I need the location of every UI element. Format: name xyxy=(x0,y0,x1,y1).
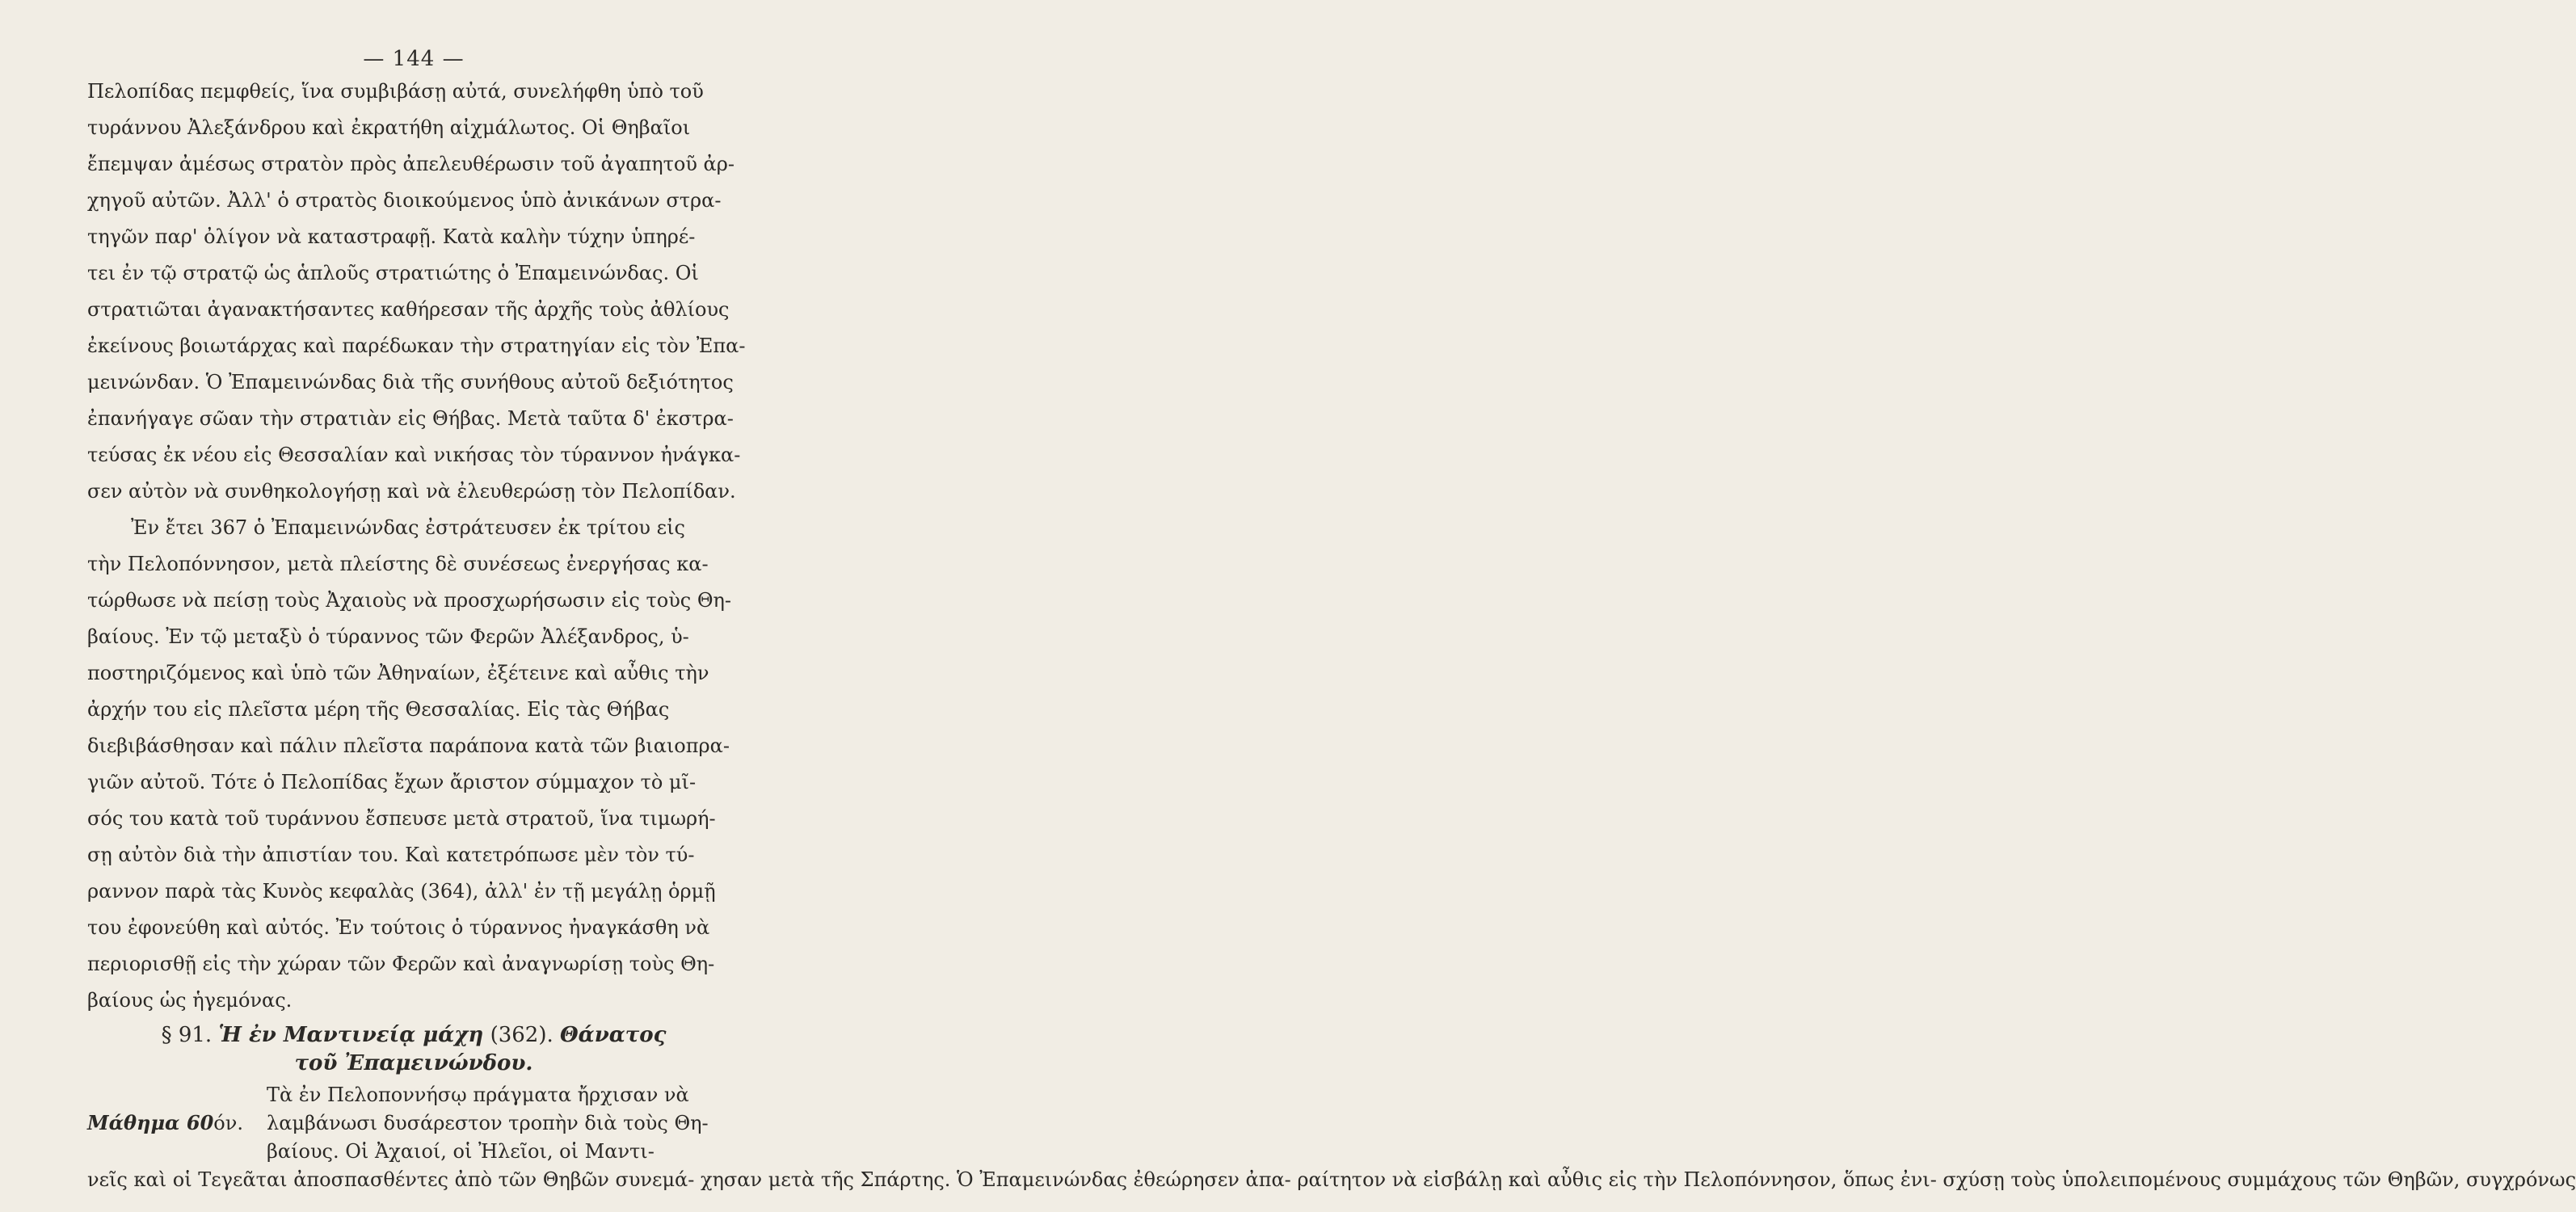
text-line: λαμβάνωσι δυσάρεστον τροπὴν διὰ τοὺς Θη- xyxy=(267,1112,709,1134)
text-line: ἐπανήγαγε σῶαν τὴν στρατιὰν εἰς Θήβας. Μετὰ ταῦτα δ' ἐκστρα- xyxy=(87,407,734,430)
lesson-label: Μάθημα 60 xyxy=(87,1111,214,1134)
text-line: του ἐφονεύθη καὶ αὐτός. Ἐν τούτοις ὁ τύραννος ἠναγκάσθη νὰ xyxy=(87,916,710,939)
text-line: τὴν Πελοπόννησον, μετὰ πλείστης δὲ συνέσεως ἐνεργήσας κα- xyxy=(87,553,709,575)
section-heading xyxy=(0,1022,827,1048)
text-line: ἔπεμψαν ἀμέσως στρατὸν πρὸς ἀπελευθέρωσιν τοῦ ἀγαπητοῦ ἀρ- xyxy=(87,153,734,175)
section-title-second: Θάνατος xyxy=(560,1023,667,1047)
text-line: Τὰ ἐν Πελοποννήσῳ πράγματα ἤρχισαν νὰ xyxy=(267,1084,689,1106)
text-line: νεῖς καὶ οἱ Τεγεᾶται ἀποσπασθέντες ἀπὸ τῶν Θηβῶν συνεμά- χησαν μετὰ τῆς Σπάρτης. Ὁ Ἐπαμεινώνδας ἐθεώρησεν ἀπα- ραίτητον νὰ εἰσβάλῃ καὶ αὖθις εἰς τὴν Πελοπόννησον, ὅπως ἐνι- σχύσῃ τοὺς ὑπολειπομένους συμμάχους τῶν Θηβῶν, συγχρόνως xyxy=(87,1168,2576,1191)
section-number: § 91. xyxy=(161,1023,213,1047)
text-line: Πελοπίδας πεμφθείς, ἵνα συμβιβάσῃ αὐτά, συνελήφθη ὑπὸ τοῦ xyxy=(87,80,704,103)
page-number: — 144 — xyxy=(363,47,465,71)
text-line: γιῶν αὐτοῦ. Τότε ὁ Πελοπίδας ἔχων ἄριστον σύμμαχον τὸ μῖ- xyxy=(87,771,697,793)
lesson-margin-note xyxy=(87,1111,243,1135)
text-line: σῃ αὐτὸν διὰ τὴν ἀπιστίαν του. Καὶ κατετρόπωσε μὲν τὸν τύ- xyxy=(87,844,695,866)
text-line: στρατιῶται ἀγανακτήσαντες καθήρεσαν τῆς ἀρχῆς τοὺς ἀθλίους xyxy=(87,298,730,321)
text-line: βαίους. Οἱ Ἀχαιοί, οἱ Ἠλεῖοι, οἱ Μαντι- xyxy=(267,1140,655,1163)
text-line: περιορισθῇ εἰς τὴν χώραν τῶν Φερῶν καὶ ἀναγνωρίσῃ τοὺς Θη- xyxy=(87,953,715,975)
text-line: βαίους. Ἐν τῷ μεταξὺ ὁ τύραννος τῶν Φερῶν Ἀλέξανδρος, ὑ- xyxy=(87,625,689,648)
text-line: ἀρχήν του εἰς πλεῖστα μέρη τῆς Θεσσαλίας. Εἰς τὰς Θήβας xyxy=(87,698,670,721)
text-line: ἐκείνους βοιωτάρχας καὶ παρέδωκαν τὴν στρατηγίαν εἰς τὸν Ἐπα- xyxy=(87,335,746,357)
section-date: (362). xyxy=(490,1023,554,1047)
section-title-continued: τοῦ Ἐπαμεινώνδου. xyxy=(294,1051,533,1075)
text-line: τηγῶν παρ' ὀλίγον νὰ καταστραφῇ. Κατὰ καλὴν τύχην ὑπηρέ- xyxy=(87,225,696,248)
text-line: βαίους ὡς ἡγεμόνας. xyxy=(87,989,293,1012)
text-line: ποστηριζόμενος καὶ ὑπὸ τῶν Ἀθηναίων, ἐξέτεινε καὶ αὖθις τὴν xyxy=(87,662,709,684)
text-line: τει ἐν τῷ στρατῷ ὡς ἁπλοῦς στρατιώτης ὁ Ἐπαμεινώνδας. Οἱ xyxy=(87,262,699,284)
text-line: τεύσας ἐκ νέου εἰς Θεσσαλίαν καὶ νικήσας τὸν τύραννον ἠνάγκα- xyxy=(87,444,741,466)
text-line: μεινώνδαν. Ὁ Ἐπαμεινώνδας διὰ τῆς συνήθους αὐτοῦ δεξιότητος xyxy=(87,371,734,393)
section-heading-line2 xyxy=(0,1050,827,1076)
section-title: Ἡ ἐν Μαντινείᾳ μάχη xyxy=(218,1023,484,1047)
text-line: τώρθωσε νὰ πείσῃ τοὺς Ἀχαιοὺς νὰ προσχωρήσωσιν εἰς τοὺς Θη- xyxy=(87,589,732,612)
text-line: τυράννου Ἀλεξάνδρου καὶ ἐκρατήθη αἰχμάλωτος. Οἱ Θηβαῖοι xyxy=(87,116,691,139)
text-line: σός του κατὰ τοῦ τυράννου ἔσπευσε μετὰ στρατοῦ, ἵνα τιμωρή- xyxy=(87,807,716,830)
lesson-suffix: όν. xyxy=(213,1112,243,1134)
text-line: ραννον παρὰ τὰς Κυνὸς κεφαλὰς (364), ἀλλ' ἐν τῇ μεγάλῃ ὁρμῇ xyxy=(87,880,716,903)
text-line: Ἐν ἔτει 367 ὁ Ἐπαμεινώνδας ἐστράτευσεν ἐκ τρίτου εἰς xyxy=(131,516,685,539)
text-line: διεβιβάσθησαν καὶ πάλιν πλεῖστα παράπονα κατὰ τῶν βιαιοπρα- xyxy=(87,734,730,757)
text-line: χηγοῦ αὐτῶν. Ἀλλ' ὁ στρατὸς διοικούμενος ὑπὸ ἀνικάνων στρα- xyxy=(87,189,722,212)
text-line: σεν αὐτὸν νὰ συνθηκολογήσῃ καὶ νὰ ἐλευθερώσῃ τὸν Πελοπίδαν. xyxy=(87,480,736,503)
